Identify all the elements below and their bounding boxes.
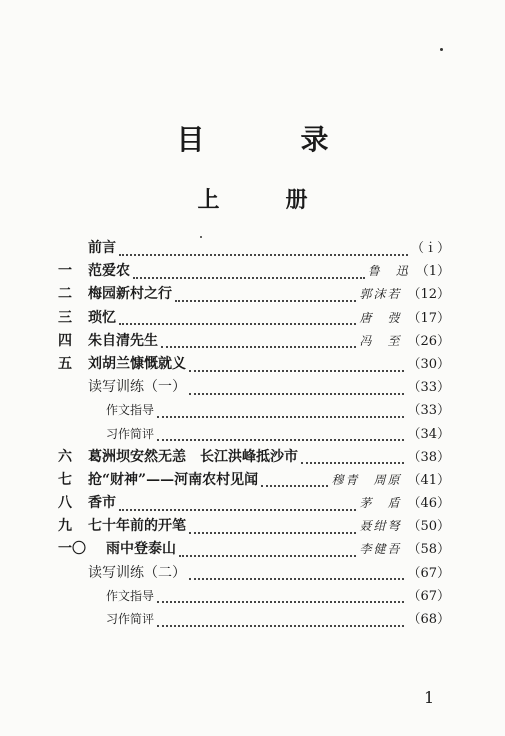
toc-entry-page: （67） [407,588,450,604]
toc-entry-author: 茅 盾 [359,496,402,511]
toc-entry-page: （ｉ） [410,241,450,256]
toc-entry [58,307,450,330]
toc-entry-page: （34） [407,426,450,442]
toc-entry [58,446,450,469]
dot-leader [119,242,408,256]
toc-entry [58,399,450,422]
toc-entry-number: 九 [58,518,72,535]
dot-leader [301,450,404,464]
toc-entry-title: 香市 [88,495,116,512]
dot-leader [261,473,328,487]
toc-entry-page: （33） [407,403,450,419]
toc-entry-title: 读写训练（一） [88,379,186,396]
toc-entry [58,562,450,585]
toc-entry-title: 作文指导 [106,403,155,418]
dot-leader [189,381,404,395]
dot-leader [179,543,356,557]
dot-leader [133,265,365,279]
toc-entry-number: 一〇 [58,541,86,558]
toc-entry-page: （17） [407,310,450,326]
toc-entry-author: 聂绀弩 [359,519,402,534]
dot-leader [189,358,404,372]
dot-leader [157,427,404,441]
scan-speck [200,236,202,238]
toc-entry [58,376,450,399]
toc-entry-page: （46） [407,496,450,512]
toc-entry-title: 七十年前的开笔 [88,518,186,535]
volume-title: 上 册 [197,187,330,213]
toc-entry-title: 朱自清先生 [88,332,158,349]
toc-entry-author: 唐 弢 [359,310,402,325]
toc-entry [58,237,450,260]
toc-entry [58,585,450,608]
toc-entry [58,330,450,353]
table-of-contents [58,237,450,631]
toc-entry [58,423,450,446]
dot-leader [119,311,356,325]
toc-entry-page: （50） [407,519,450,535]
toc-entry-title: 前言 [88,240,116,256]
toc-entry [58,608,450,631]
dot-leader [157,404,404,418]
toc-entry [58,538,450,561]
toc-entry-title: 葛洲坝安然无恙 长江洪峰抵沙市 [88,448,298,465]
toc-entry-author: 李健吾 [359,542,402,557]
dot-leader [161,334,356,348]
toc-entry-title: 作文指导 [106,588,155,603]
toc-entry [58,492,450,515]
toc-entry-author: 郭沫若 [359,287,402,302]
toc-entry-page: （38） [407,449,450,465]
dot-leader [189,566,404,580]
toc-entry-number: 六 [58,448,72,465]
toc-entry-page: （12） [407,287,450,303]
toc-entry [58,515,450,538]
scan-speck [440,48,443,51]
toc-entry-page: （26） [407,333,450,349]
toc-entry [58,353,450,376]
toc-entry-page: （41） [407,472,450,488]
toc-entry-title: 梅园新村之行 [88,286,172,303]
toc-entry-number: 四 [58,332,72,349]
toc-entry-author: 鲁 迅 [367,264,410,279]
toc-entry-title: 抢“财神”——河南农村见闻 [88,471,259,488]
toc-entry-title: 琐忆 [88,309,116,326]
dot-leader [157,613,404,627]
toc-entry-title: 雨中登泰山 [106,541,176,558]
toc-entry-number: 八 [58,495,72,512]
toc-entry-title: 读写训练（二） [88,564,186,581]
toc-entry-title: 刘胡兰慷慨就义 [88,355,186,372]
toc-entry-number: 二 [58,286,72,303]
toc-entry [58,283,450,306]
toc-entry-author: 穆青 周原 [331,472,402,487]
toc-entry-title: 习作简评 [106,612,155,626]
toc-entry-page: （33） [407,380,450,396]
toc-entry-page: （67） [407,565,450,581]
toc-entry-number: 三 [58,309,72,326]
toc-entry-page: （30） [407,356,450,372]
toc-entry-number: 五 [58,355,72,372]
toc-entry [58,469,450,492]
toc-entry-number: 一 [58,263,72,280]
page-title: 目 录 [176,123,363,156]
dot-leader [175,288,356,302]
toc-entry-page: （58） [407,542,450,558]
toc-entry-title: 范爱农 [88,263,130,280]
toc-entry-author: 冯 至 [359,333,402,348]
dot-leader [119,497,356,511]
toc-entry-page: （68） [407,612,450,627]
toc-entry [58,260,450,283]
toc-entry-number: 七 [58,471,72,488]
dot-leader [189,520,356,534]
dot-leader [157,589,404,603]
page-number: 1 [424,688,435,707]
toc-entry-title: 习作简评 [106,426,155,441]
toc-entry-page: （1） [415,264,450,280]
